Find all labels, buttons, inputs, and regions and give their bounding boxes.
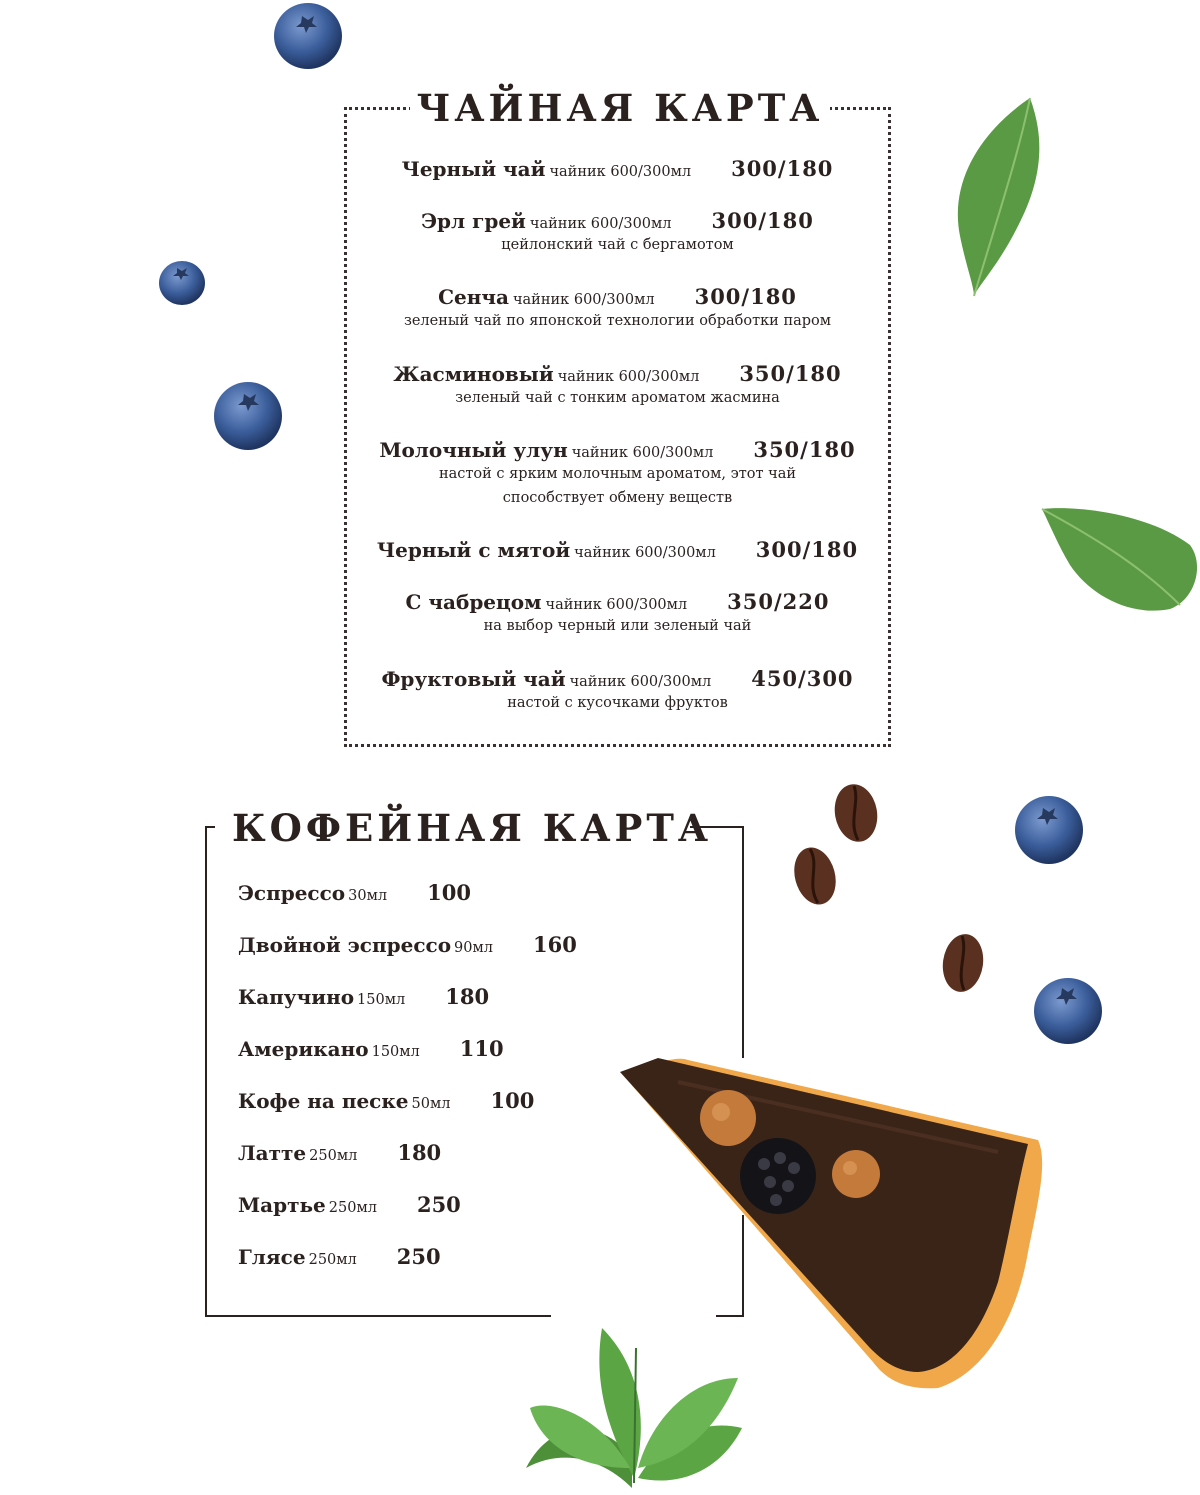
coffee-item-volume: 150мл — [371, 1044, 420, 1060]
coffee-item-name: Американо — [238, 1037, 369, 1061]
coffee-item-price: 110 — [459, 1036, 504, 1061]
blackberry-icon — [740, 1138, 816, 1214]
coffee-item-name: Латте — [238, 1141, 307, 1165]
tea-item — [344, 437, 891, 510]
coffee-item — [238, 880, 471, 905]
coffee-item-volume: 30мл — [348, 888, 388, 904]
tea-menu-title: ЧАЙНАЯ КАРТА — [416, 86, 824, 130]
blueberry-icon — [158, 260, 206, 306]
tea-item-price: 350/180 — [739, 361, 842, 386]
tea-item — [344, 208, 891, 257]
coffee-item — [238, 1244, 441, 1269]
blueberry-icon — [272, 2, 344, 70]
tea-item-description: зеленый чай по японской технологии обработки паром — [403, 313, 832, 329]
coffee-frame-line — [716, 1315, 744, 1317]
tea-item-volume: чайник 600/300мл — [571, 445, 714, 461]
tea-item-name: Фруктовый чай — [381, 667, 566, 691]
tea-item-description: зеленый чай с тонким ароматом жасмина — [455, 390, 780, 406]
tea-item-price: 300/180 — [694, 284, 797, 309]
coffee-item — [238, 1140, 441, 1165]
coffee-item-volume: 90мл — [454, 940, 493, 956]
tea-item-name: Жасминовый — [393, 362, 554, 386]
tea-item-description: на выбор черный или зеленый чай — [483, 618, 752, 634]
tea-item-volume: чайник 600/300мл — [529, 216, 672, 232]
coffee-item — [238, 1192, 461, 1217]
coffee-item — [238, 1036, 504, 1061]
tea-item-volume: чайник 600/300мл — [549, 164, 692, 180]
coffee-item-price: 100 — [427, 880, 471, 905]
mint-icon — [522, 1318, 744, 1495]
leaf-icon — [948, 96, 1050, 298]
coffee-item-price: 180 — [445, 984, 490, 1009]
coffee-item-volume: 250мл — [308, 1252, 357, 1268]
coffee-item-volume: 250мл — [309, 1148, 358, 1164]
tea-item — [344, 537, 891, 562]
tea-item-name: Черный чай — [401, 157, 546, 181]
tea-item-description: цейлонский чай с бергамотом — [501, 237, 734, 253]
coffee-item — [238, 984, 489, 1009]
tea-item-volume: чайник 600/300мл — [569, 674, 712, 690]
blueberry-icon — [212, 380, 284, 452]
tea-item — [344, 666, 891, 715]
tea-item-description: способствует обмену веществ — [502, 490, 733, 506]
tea-item-volume: чайник 600/300мл — [512, 292, 655, 308]
tea-item-name: Эрл грей — [421, 209, 526, 233]
tea-item-name: Молочный улун — [379, 438, 568, 462]
tea-item-price: 350/220 — [727, 589, 830, 614]
coffee-item-volume: 150мл — [357, 992, 406, 1008]
tea-item-price: 450/300 — [751, 666, 854, 691]
tea-item-description: настой с ярким молочным ароматом, этот чай — [438, 466, 797, 482]
tea-item-price: 300/180 — [711, 208, 814, 233]
tea-item-name: С чабрецом — [405, 590, 542, 614]
coffee-item-price: 100 — [490, 1088, 535, 1113]
tea-item — [344, 284, 891, 333]
tea-item — [344, 589, 891, 638]
tea-item — [344, 361, 891, 410]
blueberry-icon — [1032, 976, 1104, 1046]
coffee-bean-icon — [940, 932, 986, 994]
tea-item-name: Черный с мятой — [376, 538, 571, 562]
coffee-frame-line — [742, 1215, 744, 1316]
coffee-item-name: Глясе — [238, 1245, 306, 1269]
coffee-frame-line — [205, 826, 207, 1316]
coffee-item — [238, 932, 577, 957]
tea-menu-frame — [344, 107, 891, 747]
tea-item-volume: чайник 600/300мл — [557, 369, 700, 385]
coffee-item — [238, 1088, 534, 1113]
coffee-item-name: Капучино — [238, 985, 355, 1009]
tea-item-volume: чайник 600/300мл — [545, 597, 688, 613]
coffee-item-volume: 250мл — [328, 1200, 377, 1216]
tea-item — [344, 156, 891, 181]
tea-item-price: 300/180 — [731, 156, 834, 181]
coffee-item-price: 160 — [532, 932, 577, 957]
tea-item-name: Сенча — [438, 285, 509, 309]
coffee-item-name: Кофе на песке — [238, 1089, 409, 1113]
tea-item-description: настой с кусочками фруктов — [507, 695, 728, 711]
blueberry-icon — [1013, 794, 1085, 866]
coffee-item-name: Мартье — [238, 1193, 326, 1217]
coffee-item-price: 250 — [396, 1244, 441, 1269]
tea-menu-header — [410, 86, 830, 130]
coffee-frame-line — [205, 1315, 551, 1317]
coffee-frame-line — [742, 826, 744, 1058]
tea-item-volume: чайник 600/300мл — [574, 545, 716, 561]
tea-item-price: 300/180 — [755, 537, 859, 562]
coffee-item-name: Эспрессо — [238, 881, 346, 905]
coffee-item-price: 180 — [397, 1140, 442, 1165]
coffee-item-name: Двойной эспрессо — [238, 933, 452, 957]
coffee-item-volume: 50мл — [411, 1096, 451, 1112]
tea-item-price: 350/180 — [753, 437, 856, 462]
coffee-menu-title: КОФЕЙНАЯ КАРТА — [232, 806, 713, 850]
leaf-icon — [1040, 505, 1200, 615]
coffee-item-price: 250 — [416, 1192, 461, 1217]
coffee-bean-icon — [792, 845, 838, 907]
coffee-bean-icon — [832, 782, 880, 844]
